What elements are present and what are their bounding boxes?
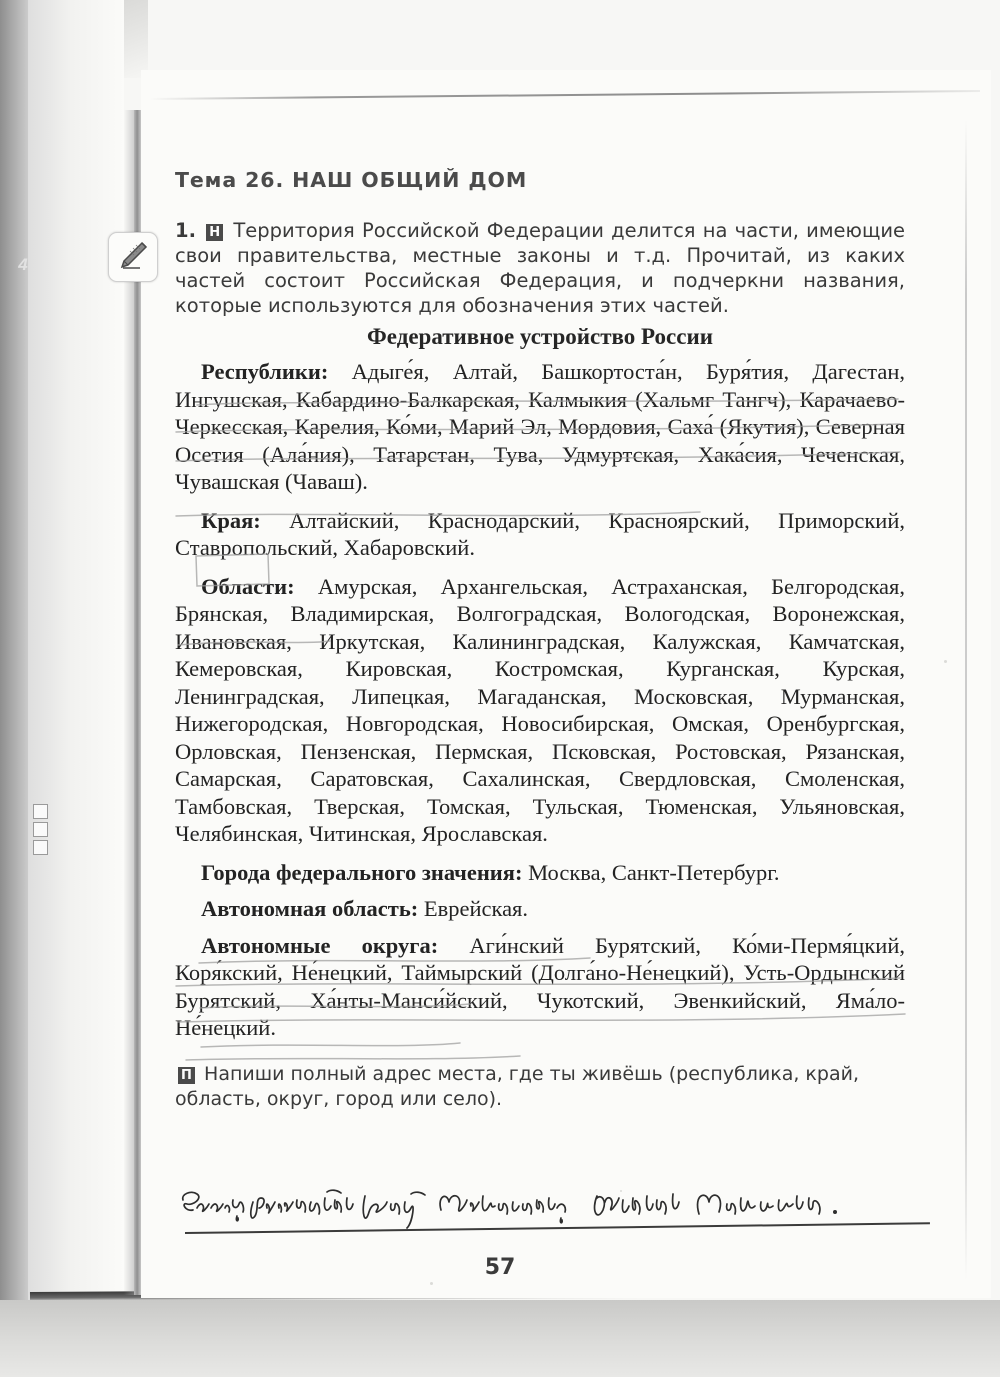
section-label-republics: Республики:: [201, 359, 329, 384]
scan-speck: [620, 1190, 622, 1192]
exercise-2-text: Напиши полный адрес места, где ты живёшь (республика, край, область, округ, город или село).: [175, 1062, 859, 1110]
exercise-2-badge-icon: П: [178, 1067, 195, 1084]
section-items-republics: Адыге́я, Алтай, Башкортоста́н, Буря́тия, Дагестан, Ингушская, Кабардино-Балкарская, Калмыкия (Хальмг Тангч), Карачаево-Черкесская, Карелия, Ко́ми, Марий Эл, Мордовия, Саха́ (Якутия), Северная Осетия (Ала́ния), Татарстан, Тува, Удмуртская, Хака́сия, Чеченская, Чувашская (Чаваш).: [175, 359, 905, 494]
section-autonomous-okrugs: [175, 932, 905, 1042]
pencil-write-icon: [108, 232, 158, 282]
section-label-krays: Края:: [201, 507, 261, 533]
exercise-2-paragraph: [175, 1062, 905, 1112]
margin-square-1: [33, 804, 48, 819]
section-oblasts: [175, 573, 905, 848]
answer-line-area[interactable]: [175, 1186, 945, 1256]
section-federal-cities: [175, 859, 905, 887]
section-items-oblasts: Амурская, Архангельская, Астраханская, Белгородская, Брянская, Владимирская, Волгоградская, Вологодская, Воронежская, Ивановская, Иркутская, Калининградская, Калужская, Камчатская, Кемеровская, Кировская, Костромская, Курганская, Курская, Ленинградская, Липецкая, Магаданская, Московская, Мурманская, Нижегородская, Новгородская, Новосибирская, Омская, Оренбургская, Орловская, Пензенская, Пермская, Псковская, Ростовская, Рязанская, Самарская, Саратовская, Сахалинская, Свердловская, Смоленская, Тамбовская, Тверская, Томская, Тульская, Тюменская, Ульяновская, Челябинская, Читинская, Ярославская.: [175, 573, 905, 846]
section-items-autonomous-oblast: Еврейская.: [423, 896, 529, 921]
section-items-krays: Алтайский, Краснодарский, Красноярский, Приморский, Ставропольский, Хабаровский.: [175, 507, 906, 560]
exercise-1-paragraph: [175, 218, 905, 318]
page-right-edge: [965, 120, 967, 1280]
scan-speck: [944, 660, 947, 663]
exercise-1-number: 1.: [175, 219, 196, 242]
section-items-autonomous-okrugs: Аги́нский Бурятский, Ко́ми-Пермя́цкий, Коря́кский, Не́нецкий, Таймырский (Долга́но-Не́нецкий), Усть-Ордынский Бурятский, Ха́нты-Манси́йский, Чукотский, Эвенкийский, Яма́ло-Не́нецкий.: [175, 932, 905, 1040]
margin-square-2: [33, 822, 48, 837]
scan-speck: [430, 1282, 433, 1285]
section-label-autonomous-oblast: Автономная область:: [201, 896, 419, 921]
desk-surface-left: [0, 0, 30, 1300]
desk-surface-bottom: [0, 1300, 1000, 1377]
exercise-1-text: Территория Российской Федерации делится на части, имеющие свои правительства, местные законы и т.д. Прочитай, из каких частей состоит Российская Федерация, и подчеркни названия, которые используются для обозначения этих частей.: [175, 219, 906, 317]
page-number: 57: [484, 1255, 516, 1280]
margin-square-3: [33, 840, 48, 855]
section-label-autonomous-okrugs: Автономные округа:: [201, 932, 439, 958]
book-gutter: [134, 110, 141, 1295]
section-krays: [175, 507, 905, 562]
facing-page-edge: [28, 0, 124, 1300]
page-title: Тема 26. НАШ ОБЩИЙ ДОМ: [175, 168, 528, 192]
margin-checkbox-marks: [33, 804, 48, 858]
text-column: [175, 168, 905, 1112]
section-label-oblasts: Области:: [201, 573, 295, 599]
spine-margin-number: 4: [18, 255, 28, 274]
section-label-federal-cities: Города федерального значения:: [201, 859, 523, 885]
section-autonomous-oblast: [175, 895, 905, 923]
section-republics: [175, 358, 905, 496]
exercise-1-badge-icon: Н: [206, 224, 223, 241]
table-title: Федеративное устройство России: [367, 324, 713, 349]
section-items-federal-cities: Москва, Санкт-Петербург.: [528, 859, 780, 885]
